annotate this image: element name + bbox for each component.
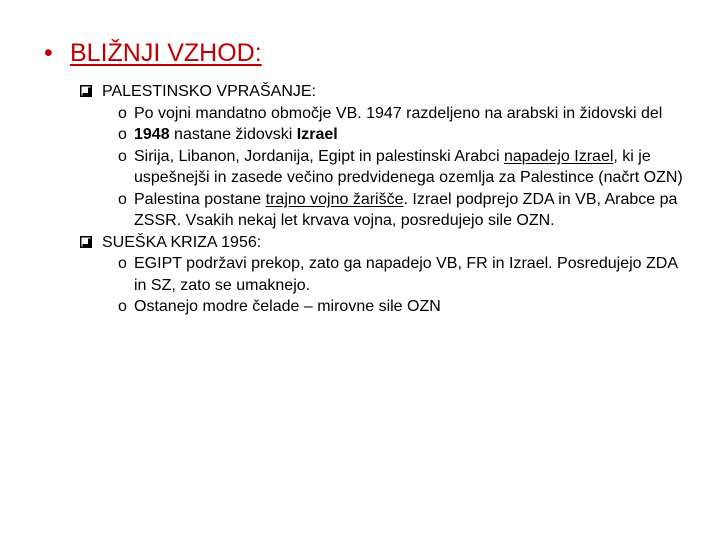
item-text: . Izrael podprejo ZDA in VB, Arabce pa ZSSR. Vsakih nekaj let krvava vojna, posredujejo sile OZN. <box>134 190 678 229</box>
list-marker: o <box>118 104 127 122</box>
item-text: Ostanejo modre čelade – mirovne sile OZN <box>134 298 441 315</box>
list-item <box>78 124 688 146</box>
section-heading <box>78 232 688 254</box>
item-list <box>78 103 688 232</box>
section-heading <box>78 81 688 103</box>
list-marker: o <box>118 190 127 208</box>
emphasized-text: napadejo Izrael <box>503 147 614 165</box>
list-item <box>78 296 688 318</box>
checkbox-icon <box>80 236 92 248</box>
item-text: , ki je uspešnejši in zasede večino predvidenega ozemlja za Palestince (načrt OZN) <box>134 147 683 186</box>
section-heading-text: SUEŠKA KRIZA 1956: <box>102 233 262 251</box>
list-item <box>78 103 688 125</box>
list-marker: o <box>118 126 127 143</box>
checkbox-icon <box>80 85 92 97</box>
title-bullet: • <box>44 39 53 67</box>
item-text: Sirija, Libanon, Jordanija, Egipt in palestinski Arabci <box>134 147 504 165</box>
item-text: Po vojni mandatno območje VB. 1947 razdeljeno na arabski in židovski del <box>134 104 663 122</box>
list-marker: o <box>118 147 127 165</box>
list-marker: o <box>118 255 127 272</box>
list-item <box>78 189 688 232</box>
item-text: EGIPT podržavi prekop, zato ga napadejo VB, FR in Izrael. Posredujejo ZDA in SZ, zato se umaknejo. <box>134 255 678 294</box>
section-heading-text: PALESTINSKO VPRAŠANJE: <box>102 83 316 100</box>
item-text: nastane židovski <box>169 126 297 143</box>
slide-title: BLIŽNJI VZHOD: <box>70 39 262 67</box>
list-item <box>78 146 688 189</box>
emphasized-text: trajno vojno žarišče <box>265 190 404 208</box>
bold-text: 1948 <box>134 126 170 143</box>
item-text: Palestina postane <box>134 190 266 208</box>
section <box>78 81 688 232</box>
slide-title-row <box>44 38 262 68</box>
list-item <box>78 253 688 296</box>
list-marker: o <box>118 298 127 315</box>
bold-text: Izrael <box>296 126 338 143</box>
content-body <box>78 81 688 318</box>
section <box>78 232 688 318</box>
item-list <box>78 253 688 318</box>
